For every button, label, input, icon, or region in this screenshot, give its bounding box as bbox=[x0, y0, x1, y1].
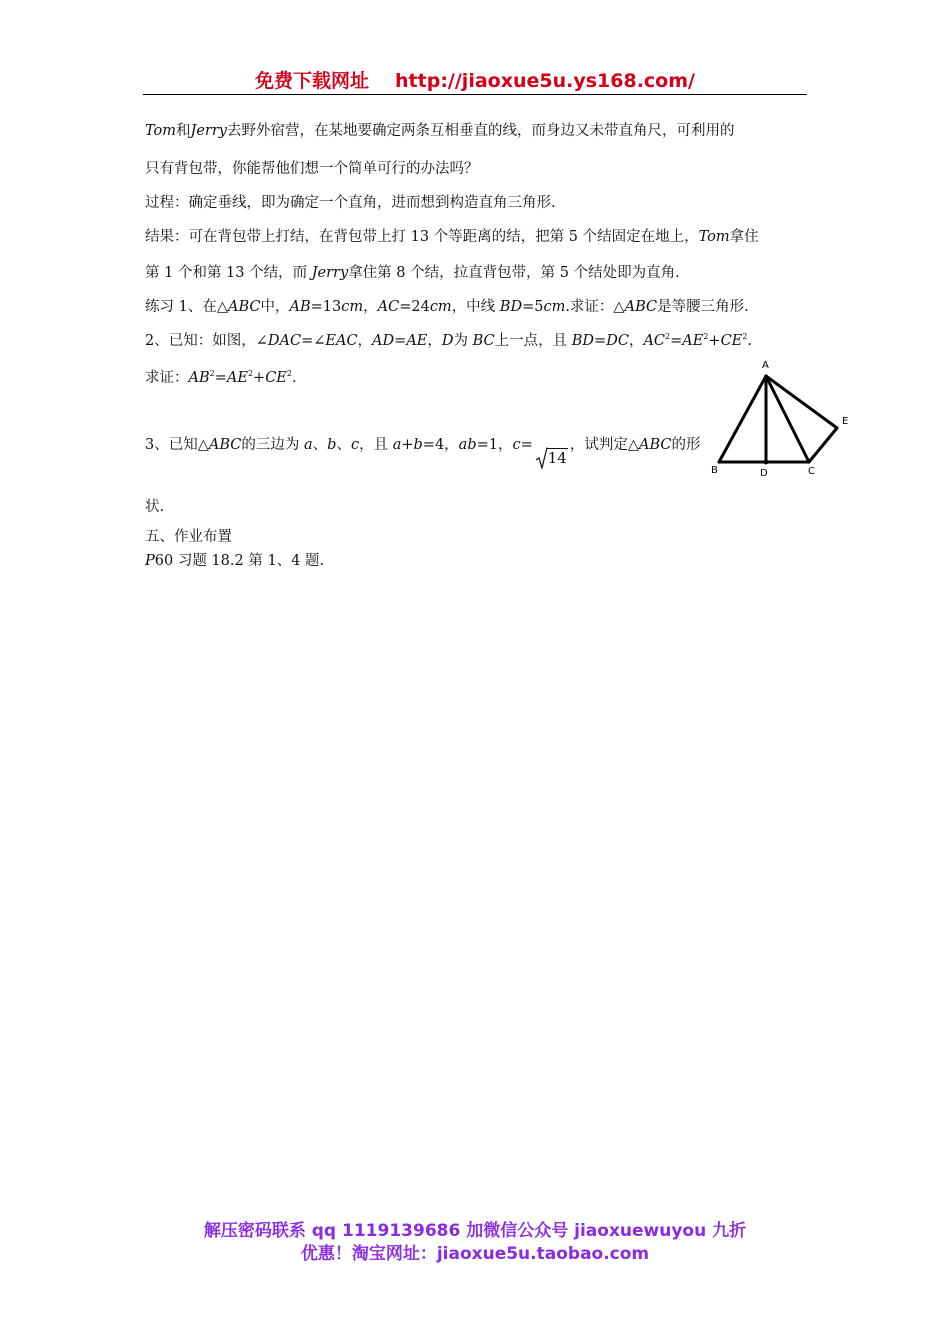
math: AD bbox=[372, 333, 395, 349]
math: cm bbox=[429, 299, 452, 315]
text: ， bbox=[427, 333, 442, 349]
text: 是等腰三角形. bbox=[657, 299, 749, 315]
page-header bbox=[143, 66, 807, 94]
text: 、 bbox=[312, 437, 328, 453]
math: a bbox=[392, 437, 402, 453]
text: .求证：△ bbox=[565, 299, 625, 315]
math: ABC bbox=[228, 299, 261, 315]
math: c bbox=[512, 437, 521, 453]
text: + bbox=[401, 437, 414, 453]
label-b: B bbox=[711, 465, 718, 476]
math: cm bbox=[341, 299, 364, 315]
text: ，且 bbox=[359, 437, 393, 453]
math: CE bbox=[265, 370, 287, 386]
label-d: D bbox=[760, 468, 768, 479]
paragraph-result-line1 bbox=[145, 227, 759, 247]
label-c: C bbox=[808, 466, 815, 477]
text: 拿住 bbox=[729, 229, 759, 245]
text: ，试判定△ bbox=[569, 437, 640, 453]
math: AE bbox=[682, 333, 704, 349]
text: 和 bbox=[176, 123, 191, 139]
segment-ae bbox=[766, 376, 837, 428]
text: = bbox=[394, 333, 407, 349]
math: BC bbox=[472, 333, 495, 349]
math: AB bbox=[289, 299, 311, 315]
segment-ac bbox=[766, 376, 809, 462]
text: =13 bbox=[310, 299, 342, 315]
name-jerry: Jerry bbox=[311, 265, 349, 281]
math: ABC bbox=[624, 299, 658, 315]
math: P bbox=[145, 553, 155, 569]
text: = bbox=[214, 370, 227, 386]
text: ， bbox=[363, 299, 378, 315]
homework-assignment bbox=[145, 551, 324, 571]
text: ， bbox=[357, 333, 373, 349]
footer-contact-line2: 优惠！淘宝网址：jiaoxue5u.taobao.com bbox=[300, 1244, 650, 1264]
math: AE bbox=[226, 370, 248, 386]
segment-ce bbox=[809, 428, 837, 462]
paragraph-problem-line2: 只有背包带，你能帮他们想一个简单可行的办法吗？ bbox=[145, 161, 479, 177]
segment-ab bbox=[719, 376, 766, 462]
square-root bbox=[535, 448, 568, 469]
point-d-marker bbox=[764, 460, 769, 465]
text: ，中线 bbox=[451, 299, 500, 315]
text: + bbox=[253, 370, 266, 386]
math: BD bbox=[499, 299, 523, 315]
label-e: E bbox=[842, 416, 849, 427]
math: EAC bbox=[325, 333, 358, 349]
text: 结果：可在背包带上打结，在背包带上打 13 个等距离的结，把第 5 个结固定在地上， bbox=[145, 229, 699, 245]
text: = bbox=[670, 333, 683, 349]
text: 中， bbox=[260, 299, 290, 315]
section-heading-homework: 五、作业布置 bbox=[145, 529, 232, 545]
text: = bbox=[594, 333, 607, 349]
text: 第 1 个和第 13 个结，而 bbox=[145, 265, 312, 281]
text: =4， bbox=[422, 437, 459, 453]
exponent: 2 bbox=[703, 332, 709, 341]
exponent: 2 bbox=[286, 369, 292, 378]
exercise-2 bbox=[145, 331, 752, 351]
math: AC bbox=[643, 333, 666, 349]
math: ab bbox=[458, 437, 477, 453]
text: 求证： bbox=[145, 370, 189, 386]
exercise-3 bbox=[145, 435, 701, 469]
radicand: 14 bbox=[547, 449, 567, 467]
text: 、 bbox=[336, 437, 351, 453]
math: b bbox=[413, 437, 423, 453]
text: 上一点，且 bbox=[494, 333, 572, 349]
math: c bbox=[350, 437, 360, 453]
text: 的三边为 bbox=[241, 437, 304, 453]
math: ABC bbox=[639, 437, 672, 453]
math: AB bbox=[188, 370, 210, 386]
exercise-1 bbox=[145, 297, 749, 317]
footer-contact-line1: 解压密码联系 qq 1119139686 加微信公众号 jiaoxuewuyou 九折 bbox=[203, 1221, 747, 1241]
name-jerry: Jerry bbox=[190, 123, 227, 139]
text: =1， bbox=[476, 437, 513, 453]
exercise-3-continuation: 状. bbox=[145, 499, 165, 515]
text: + bbox=[708, 333, 721, 349]
math: AC bbox=[377, 299, 400, 315]
paragraph-result-line2 bbox=[145, 263, 680, 283]
text: = bbox=[520, 437, 533, 453]
math: BD bbox=[571, 333, 595, 349]
math: DAC bbox=[267, 333, 302, 349]
name-tom: Tom bbox=[698, 229, 730, 245]
math: ABC bbox=[208, 437, 242, 453]
math: b bbox=[327, 437, 337, 453]
text: 60 习题 18.2 第 1、4 题. bbox=[154, 553, 325, 569]
math: DC bbox=[606, 333, 629, 349]
text: ， bbox=[628, 333, 644, 349]
exercise-2-prove bbox=[145, 368, 297, 388]
header-url-link[interactable]: http://jiaoxue5u.ys168.com/ bbox=[395, 70, 695, 92]
exponent: 2 bbox=[247, 369, 254, 378]
paragraph-process: 过程：确定垂线，即为确定一个直角，进而想到构造直角三角形. bbox=[145, 195, 556, 211]
math: cm bbox=[543, 299, 566, 315]
text: 为 bbox=[453, 333, 473, 349]
name-tom: Tom bbox=[145, 123, 177, 139]
math: CE bbox=[720, 333, 743, 349]
math: a bbox=[304, 437, 313, 453]
text: 练习 1、在△ bbox=[145, 299, 228, 315]
text: 3、已知△ bbox=[145, 437, 209, 453]
text: 2、已知：如图，∠ bbox=[145, 333, 268, 349]
exponent: 2 bbox=[209, 369, 215, 378]
text: =∠ bbox=[301, 333, 326, 349]
text: . bbox=[291, 370, 297, 386]
math: AE bbox=[406, 333, 428, 349]
text: 去野外宿营，在某地要确定两条互相垂直的线，而身边又未带直角尺，可利用的 bbox=[226, 123, 735, 139]
paragraph-problem-line1 bbox=[145, 121, 734, 141]
radical-sign-icon bbox=[535, 447, 548, 469]
text: 的形 bbox=[671, 437, 701, 453]
text: =5 bbox=[522, 299, 544, 315]
math: D bbox=[441, 333, 454, 349]
text: =24 bbox=[399, 299, 430, 315]
header-label: 免费下载网址 bbox=[255, 70, 370, 92]
header-divider bbox=[143, 94, 807, 95]
geometry-figure bbox=[705, 355, 855, 480]
exponent: 2 bbox=[665, 332, 671, 341]
label-a: A bbox=[762, 360, 769, 371]
exponent: 2 bbox=[742, 332, 748, 341]
text: 拿住第 8 个结，拉直背包带，第 5 个结处即为直角. bbox=[348, 265, 680, 281]
text: . bbox=[747, 333, 752, 349]
